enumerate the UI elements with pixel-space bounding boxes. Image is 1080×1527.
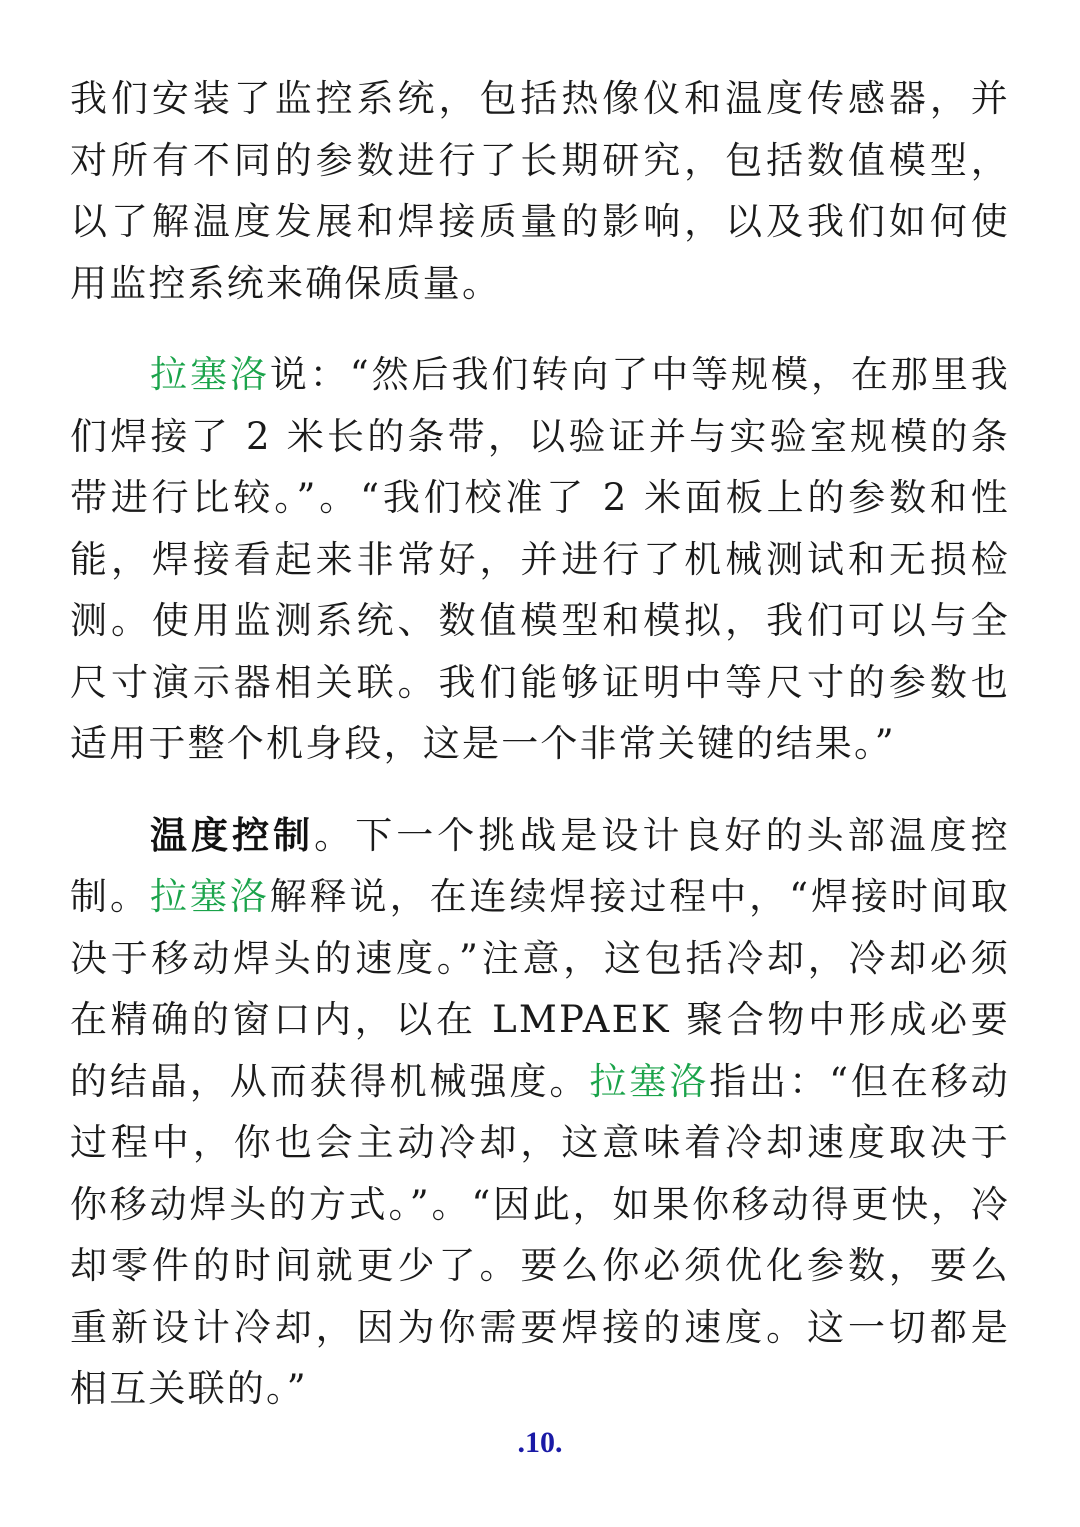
paragraph-2-text: 说：“然后我们转向了中等规模，在那里我们焊接了 2 米长的条带，以验证并与实验室规模的条带进行比较。”。“我们校准了 2 米面板上的参数和性能，焊接看起来非常好，并进行了机械测试和无损检测。使用监测系统、数值模型和模拟，我们可以与全尺寸演示器相关联。我们能够证明中等尺寸的参数也适用于整个机身段，这是一个非常关键的结果。” [70,353,1010,765]
speaker-name-highlight: 拉塞洛 [589,1059,710,1103]
paragraph-1 [70,68,1010,314]
paragraph-2 [70,344,1010,775]
paragraph-3-text-a: 。下一个挑战是设计良好的头部温度控制。 [70,813,1010,918]
section-heading-inline: 温度控制 [150,812,315,857]
article-body [70,68,1010,1450]
page-number: .10. [517,1426,563,1459]
speaker-name-highlight: 拉塞洛 [150,353,270,396]
paragraph-3-text-b: 解释说，在连续焊接过程中，“焊接时间取决于移动焊头的速度。”注意，这包括冷却，冷却必须在精确的窗口内，以在 LMPAEK 聚合物中形成必要的结晶，从而获得机械强度。 [70,875,1010,1103]
paragraph-1-text: 我们安装了监控系统，包括热像仪和温度传感器，并对所有不同的参数进行了长期研究，包括数值模型，以了解温度发展和焊接质量的影响，以及我们如何使用监控系统来确保质量。 [70,77,1010,305]
paragraph-3 [70,805,1010,1420]
paragraph-3-text-c: 指出：“但在移动过程中，你也会主动冷却，这意味着冷却速度取决于你移动焊头的方式。”。“因此，如果你移动得更快，冷却零件的时间就更少了。要么你必须优化参数，要么重新设计冷却，因为你需要焊接的速度。这一切都是相互关联的。” [70,1059,1010,1410]
speaker-name-highlight: 拉塞洛 [149,875,270,918]
